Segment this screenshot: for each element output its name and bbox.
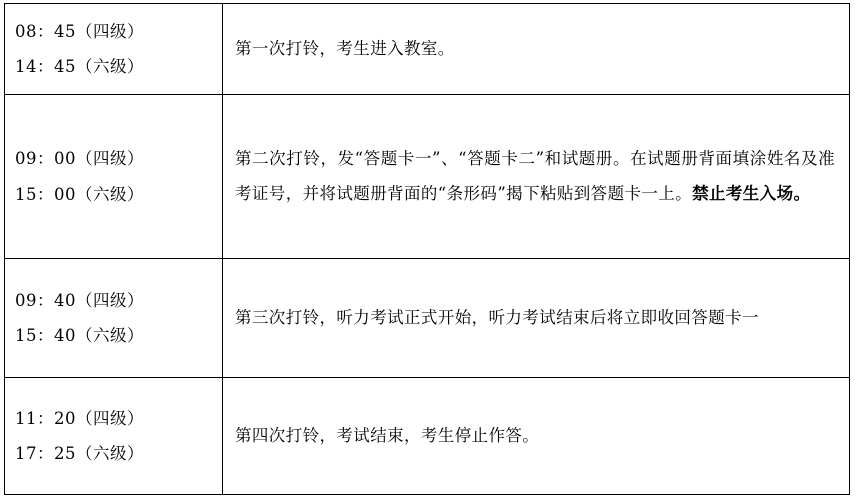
description-text <box>235 423 835 449</box>
description-cell <box>223 259 850 378</box>
description-segment: 第四次打铃，考试结束，考生停止作答。 <box>235 425 540 445</box>
table-row <box>5 378 850 495</box>
time-cell <box>5 4 223 95</box>
document-page <box>0 3 857 498</box>
time-line-level6: 17：25（六级） <box>15 444 144 463</box>
description-text <box>235 36 835 62</box>
description-cell <box>223 378 850 495</box>
description-segment: 第三次打铃，听力考试正式开始，听力考试结束后将立即收回答题卡一 <box>235 307 759 327</box>
description-text <box>235 301 835 336</box>
time-cell <box>5 259 223 378</box>
table-row <box>5 259 850 378</box>
table-body <box>5 4 850 495</box>
time-line-level4: 09：00（四级） <box>15 149 144 169</box>
description-segment: 第一次打铃，考生进入教室。 <box>235 38 455 58</box>
time-line-level4: 11：20（四级） <box>15 408 144 428</box>
description-segment: 第二次打铃，发“答题卡一”、“答题卡二”和试题册。在试题册背面填涂姓名及准考证号，并将试题册背面的“条形码”揭下粘贴到答题卡一上。 <box>235 148 835 203</box>
table-row <box>5 4 850 95</box>
time-line-level6: 15：40（六级） <box>15 326 144 345</box>
time-cell <box>5 95 223 259</box>
exam-schedule-table <box>4 3 850 495</box>
description-segment-emphasis: 禁止考生入场。 <box>692 183 811 203</box>
time-line-level6: 14：45（六级） <box>15 57 144 76</box>
time-line-level6: 15：00（六级） <box>15 184 144 204</box>
time-line-level4: 09：40（四级） <box>15 290 144 310</box>
time-line-level4: 08：45（四级） <box>15 21 144 41</box>
table-row <box>5 95 850 259</box>
description-cell <box>223 4 850 95</box>
description-text <box>235 142 835 212</box>
time-cell <box>5 378 223 495</box>
description-cell <box>223 95 850 259</box>
